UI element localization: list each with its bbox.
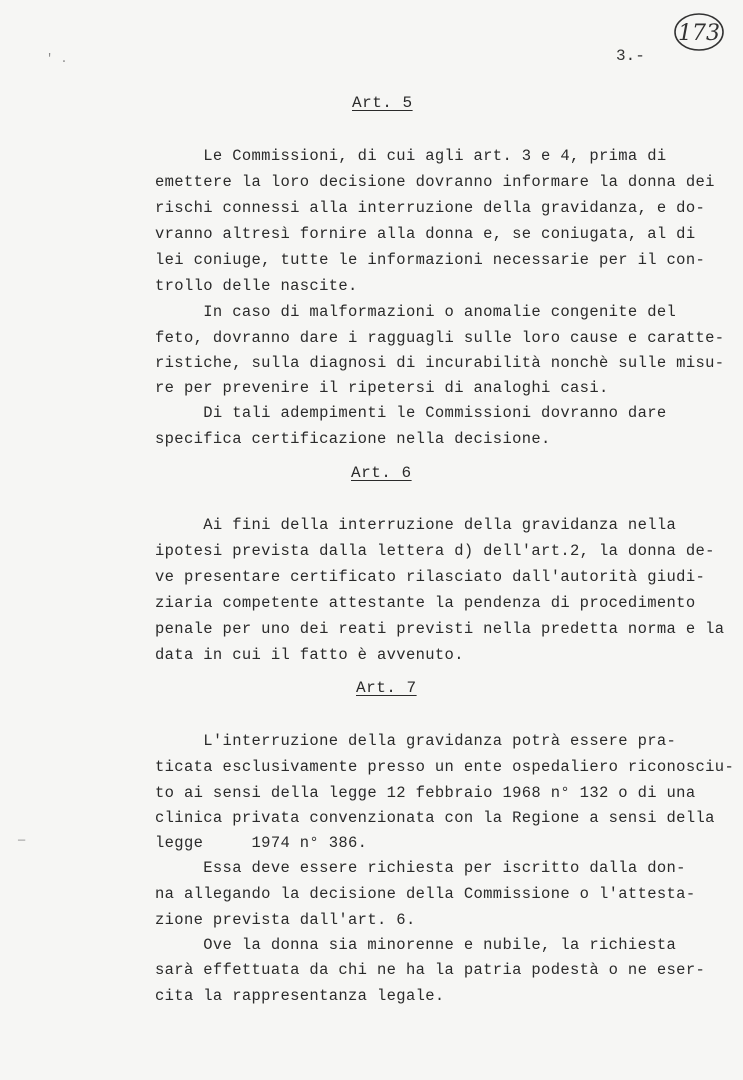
text-line: rischi connessi alla interruzione della gravidanza, e do- xyxy=(155,199,706,217)
text-line: specifica certificazione nella decisione. xyxy=(155,430,551,448)
text-line: ticata esclusivamente presso un ente ospedaliero riconosciu- xyxy=(155,758,735,776)
margin-mark: ' . xyxy=(46,52,68,66)
svg-text:173: 173 xyxy=(678,21,720,46)
page-number: 3.- xyxy=(616,47,645,65)
stamp-circle-icon xyxy=(672,10,726,54)
handwritten-page-stamp xyxy=(672,10,726,54)
text-line: cita la rappresentanza legale. xyxy=(155,987,445,1005)
article-heading-7: Art. 7 xyxy=(356,679,417,697)
text-line: lei coniuge, tutte le informazioni necessarie per il con- xyxy=(155,251,706,269)
text-line: emettere la loro decisione dovranno informare la donna dei xyxy=(155,173,715,191)
text-line: sarà effettuata da chi ne ha la patria podestà o ne eser- xyxy=(155,961,706,979)
text-line: ipotesi prevista dalla lettera d) dell'art.2, la donna de- xyxy=(155,542,715,560)
text-line: data in cui il fatto è avvenuto. xyxy=(155,646,464,664)
margin-mark: — xyxy=(18,833,26,847)
text-line: trollo delle nascite. xyxy=(155,277,358,295)
text-line: feto, dovranno dare i ragguagli sulle loro cause e caratte- xyxy=(155,329,725,347)
text-line: na allegando la decisione della Commissione o l'attesta- xyxy=(155,885,696,903)
text-line: Ai fini della interruzione della gravidanza nella xyxy=(155,516,677,534)
text-line: In caso di malformazioni o anomalie congenite del xyxy=(155,303,677,321)
text-line: re per prevenire il ripetersi di analoghi casi. xyxy=(155,379,609,397)
text-line: Essa deve essere richiesta per iscritto dalla don- xyxy=(155,859,686,877)
text-line: Le Commissioni, di cui agli art. 3 e 4, prima di xyxy=(155,147,667,165)
text-line: legge 1974 n° 386. xyxy=(155,834,368,852)
text-line: Di tali adempimenti le Commissioni dovranno dare xyxy=(155,404,667,422)
text-line: zione prevista dall'art. 6. xyxy=(155,911,416,929)
text-line: ve presentare certificato rilasciato dall'autorità giudi- xyxy=(155,568,706,586)
text-line: Ove la donna sia minorenne e nubile, la richiesta xyxy=(155,936,677,954)
text-line: to ai sensi della legge 12 febbraio 1968 n° 132 o di una xyxy=(155,784,696,802)
text-line: ristiche, sulla diagnosi di incurabilità nonchè sulle misu- xyxy=(155,354,725,372)
text-line: clinica privata convenzionata con la Regione a sensi della xyxy=(155,809,715,827)
text-line: penale per uno dei reati previsti nella predetta norma e la xyxy=(155,620,725,638)
article-heading-5: Art. 5 xyxy=(352,94,413,112)
article-heading-6: Art. 6 xyxy=(351,464,412,482)
text-line: vranno altresì fornire alla donna e, se coniugata, al di xyxy=(155,225,696,243)
text-line: L'interruzione della gravidanza potrà essere pra- xyxy=(155,732,677,750)
text-line: ziaria competente attestante la pendenza di procedimento xyxy=(155,594,696,612)
